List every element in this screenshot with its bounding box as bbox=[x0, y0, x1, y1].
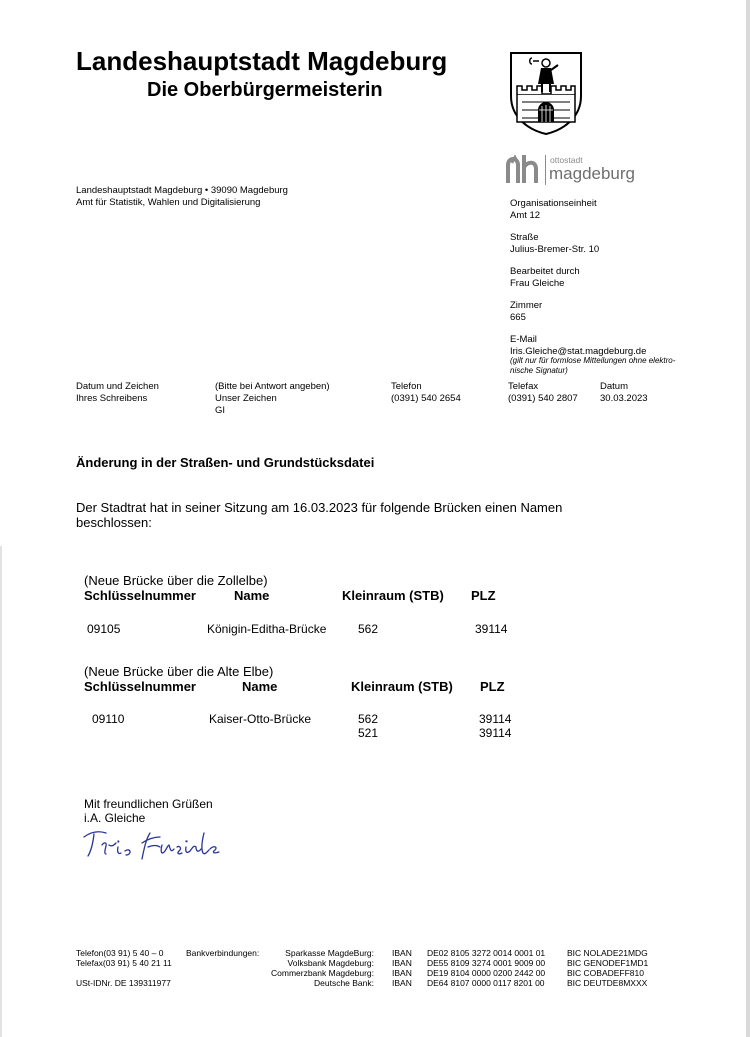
bank-3-iban: DE19 8104 0000 0200 2442 00 bbox=[427, 968, 546, 978]
logo-big-text: magdeburg bbox=[549, 164, 636, 183]
coat-of-arms-icon bbox=[508, 50, 584, 136]
bank-2-bic: BIC GENODEF1MD1 bbox=[567, 958, 649, 968]
page-edge-right bbox=[746, 0, 750, 1037]
bank-2-iban-label: IBAN bbox=[392, 958, 412, 968]
section-1-key: 09105 bbox=[87, 622, 121, 636]
handled-label: Bearbeitet durch bbox=[510, 266, 580, 277]
section-1-header-kleinraum: Kleinraum (STB) bbox=[342, 588, 444, 603]
email-note-1: (gilt nur für formlose Mitteilungen ohne elektro- bbox=[510, 356, 676, 365]
bank-4-iban: DE64 8107 0000 0117 8201 00 bbox=[427, 978, 545, 988]
closing-greeting: Mit freundlichen Grüßen bbox=[84, 797, 213, 811]
section-1-kleinraum: 562 bbox=[358, 622, 379, 636]
phone-value: (0391) 540 2654 bbox=[391, 393, 461, 404]
letterhead-title: Landeshauptstadt Magdeburg bbox=[76, 46, 448, 76]
bank-4-iban-label: IBAN bbox=[392, 978, 412, 988]
section-1-name: Königin-Editha-Brücke bbox=[207, 622, 327, 636]
bank-3-name: Commerzbank Magdeburg: bbox=[271, 968, 374, 978]
email-value[interactable]: Iris.Gleiche@stat.magdeburg.de bbox=[510, 346, 647, 357]
our-ref-label-1: (Bitte bei Antwort angeben) bbox=[215, 381, 330, 392]
org-value: Amt 12 bbox=[510, 210, 541, 221]
ottostadt-logo-icon bbox=[506, 153, 544, 185]
footer-vat: USt-IDNr. DE 139311977 bbox=[76, 978, 171, 988]
section-2-header-plz: PLZ bbox=[480, 679, 505, 694]
section-1-header-plz: PLZ bbox=[471, 588, 496, 603]
section-2-kleinraum-1: 562 bbox=[358, 712, 379, 726]
section-2-caption: (Neue Brücke über die Alte Elbe) bbox=[84, 664, 274, 679]
our-ref-label-2: Unser Zeichen bbox=[215, 393, 277, 404]
section-2-plz-1: 39114 bbox=[479, 712, 512, 726]
room-value: 665 bbox=[510, 312, 526, 323]
fax-value: (0391) 540 2807 bbox=[508, 393, 578, 404]
bank-1-iban-label: IBAN bbox=[392, 948, 412, 958]
email-label: E-Mail bbox=[510, 334, 537, 345]
logo-divider bbox=[545, 155, 546, 185]
section-1-header-key: Schlüsselnummer bbox=[84, 588, 196, 603]
section-2-key: 09110 bbox=[92, 712, 125, 726]
bank-2-name: Volksbank Magdeburg: bbox=[287, 958, 374, 968]
bank-1-bic: BIC NOLADE21MDG bbox=[567, 948, 648, 958]
handwritten-signature bbox=[78, 823, 228, 863]
section-2-header-name: Name bbox=[242, 679, 278, 694]
bank-3-iban-label: IBAN bbox=[392, 968, 412, 978]
section-2-kleinraum-2: 521 bbox=[358, 726, 379, 740]
footer-bank-label: Bankverbindungen: bbox=[186, 948, 260, 958]
street-value: Julius-Bremer-Str. 10 bbox=[510, 244, 600, 255]
page-edge-left bbox=[0, 546, 2, 1037]
bank-3-bic: BIC COBADEFF810 bbox=[567, 968, 644, 978]
your-ref-label-1: Datum und Zeichen bbox=[76, 381, 159, 392]
our-ref-value: GI bbox=[215, 405, 226, 416]
bank-1-iban: DE02 8105 3272 0014 0001 01 bbox=[427, 948, 546, 958]
bank-4-bic: BIC DEUTDE8MXXX bbox=[567, 978, 648, 988]
bank-4-name: Deutsche Bank: bbox=[313, 978, 374, 988]
subject-line: Änderung in der Straßen- und Grundstücksdatei bbox=[76, 455, 375, 470]
your-ref-label-2: Ihres Schreibens bbox=[76, 393, 148, 404]
sender-line: Landeshauptstadt Magdeburg • 39090 Magdeburg bbox=[76, 185, 288, 196]
date-value: 30.03.2023 bbox=[600, 393, 648, 404]
room-label: Zimmer bbox=[510, 300, 543, 311]
section-2-header-key: Schlüsselnummer bbox=[84, 679, 196, 694]
org-label: Organisationseinheit bbox=[510, 198, 597, 209]
bank-1-name: Sparkasse MagdeBurg: bbox=[285, 948, 374, 958]
section-1-header-name: Name bbox=[234, 588, 270, 603]
footer-fax: Telefax(03 91) 5 40 21 11 bbox=[76, 958, 172, 968]
handled-value: Frau Gleiche bbox=[510, 278, 565, 289]
logo-small-text: ottostadt bbox=[550, 155, 583, 165]
bank-2-iban: DE55 8109 3274 0001 9009 00 bbox=[427, 958, 546, 968]
section-1-plz: 39114 bbox=[475, 622, 508, 636]
section-1-caption: (Neue Brücke über die Zollelbe) bbox=[84, 573, 268, 588]
email-note-2: nische Signatur) bbox=[510, 366, 568, 375]
closing-signer: i.A. Gleiche bbox=[84, 811, 146, 825]
department: Amt für Statistik, Wahlen und Digitalisierung bbox=[76, 197, 261, 208]
fax-label: Telefax bbox=[508, 381, 539, 392]
section-2-plz-2: 39114 bbox=[479, 726, 512, 740]
letterhead-subtitle: Die Oberbürgermeisterin bbox=[147, 79, 383, 101]
intro-paragraph: Der Stadtrat hat in seiner Sitzung am 16.03.2023 für folgende Brücken einen Namen beschlossen: bbox=[76, 500, 563, 530]
section-2-header-kleinraum: Kleinraum (STB) bbox=[351, 679, 453, 694]
street-label: Straße bbox=[510, 232, 539, 243]
phone-label: Telefon bbox=[391, 381, 422, 392]
date-label: Datum bbox=[600, 381, 628, 392]
footer-phone: Telefon(03 91) 5 40 – 0 bbox=[76, 948, 164, 958]
section-2-name: Kaiser-Otto-Brücke bbox=[209, 712, 312, 726]
